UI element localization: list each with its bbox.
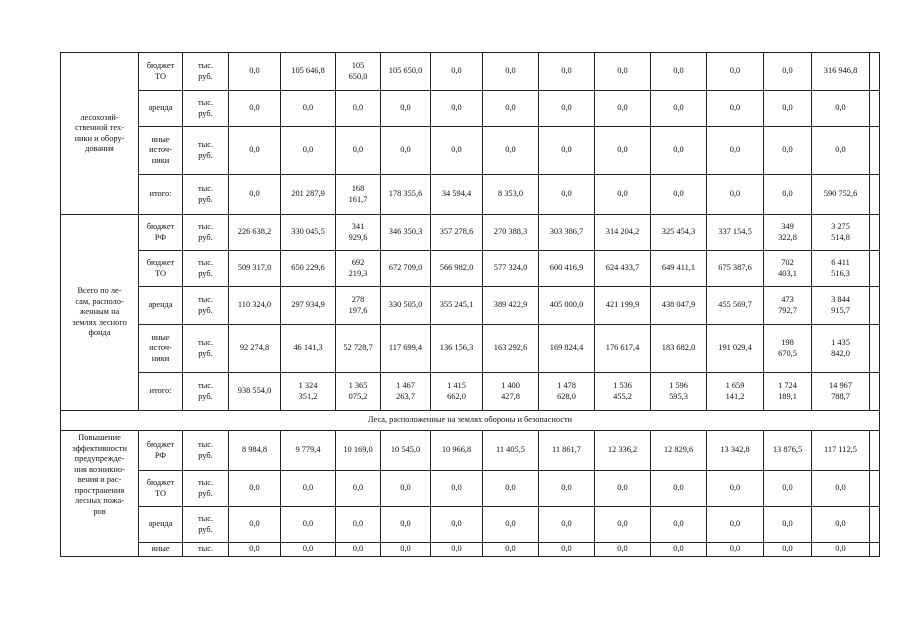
value-cell: 0,0 xyxy=(381,507,431,543)
value-cell: 297 934,9 xyxy=(281,287,336,325)
value-cell: 0,0 xyxy=(539,507,595,543)
value-cell: 0,0 xyxy=(483,471,539,507)
row-group-label: Повышение эффективности предупрежде- ния возникно- вения и рас- пространения лесных пожа- ров xyxy=(61,431,139,557)
table-row xyxy=(61,251,880,287)
value-cell: 0,0 xyxy=(707,53,764,91)
table-edge xyxy=(870,507,880,543)
value-cell: 270 388,3 xyxy=(483,215,539,251)
value-cell: 0,0 xyxy=(764,127,812,175)
unit-cell: тыс. руб. xyxy=(183,287,229,325)
value-cell: 0,0 xyxy=(431,543,483,557)
funding-source: бюджет ТО xyxy=(139,471,183,507)
value-cell: 0,0 xyxy=(812,91,870,127)
value-cell: 0,0 xyxy=(812,543,870,557)
value-cell: 0,0 xyxy=(595,127,651,175)
value-cell: 13 876,5 xyxy=(764,431,812,471)
table-edge xyxy=(870,53,880,91)
value-cell: 0,0 xyxy=(336,507,381,543)
value-cell: 0,0 xyxy=(229,507,281,543)
value-cell: 0,0 xyxy=(595,91,651,127)
table-edge xyxy=(870,127,880,175)
value-cell: 337 154,5 xyxy=(707,215,764,251)
value-cell: 1 536 455,2 xyxy=(595,373,651,411)
table-row xyxy=(61,543,880,557)
value-cell: 1 324 351,2 xyxy=(281,373,336,411)
value-cell: 0,0 xyxy=(539,53,595,91)
value-cell: 0,0 xyxy=(281,543,336,557)
value-cell: 473 792,7 xyxy=(764,287,812,325)
value-cell: 0,0 xyxy=(539,175,595,215)
row-group-label: Всего по ле- сам, располо- женным на землях лесного фонда xyxy=(61,215,139,411)
funding-source: иные источ- ники xyxy=(139,325,183,373)
value-cell: 3 275 514,8 xyxy=(812,215,870,251)
table-edge xyxy=(870,175,880,215)
value-cell: 0,0 xyxy=(812,507,870,543)
value-cell: 0,0 xyxy=(431,471,483,507)
value-cell: 0,0 xyxy=(229,53,281,91)
unit-cell: тыс. руб. xyxy=(183,325,229,373)
value-cell: 330 045,5 xyxy=(281,215,336,251)
value-cell: 0,0 xyxy=(281,127,336,175)
value-cell: 692 219,3 xyxy=(336,251,381,287)
value-cell: 12 829,6 xyxy=(651,431,707,471)
table-edge xyxy=(870,287,880,325)
value-cell: 178 355,6 xyxy=(381,175,431,215)
unit-cell: тыс. руб. xyxy=(183,507,229,543)
value-cell: 0,0 xyxy=(764,507,812,543)
value-cell: 0,0 xyxy=(651,471,707,507)
value-cell: 11 861,7 xyxy=(539,431,595,471)
value-cell: 0,0 xyxy=(381,543,431,557)
value-cell: 649 411,1 xyxy=(651,251,707,287)
table-row xyxy=(61,471,880,507)
value-cell: 46 141,3 xyxy=(281,325,336,373)
value-cell: 14 967 788,7 xyxy=(812,373,870,411)
table-row xyxy=(61,53,880,91)
value-cell: 12 336,2 xyxy=(595,431,651,471)
value-cell: 0,0 xyxy=(812,127,870,175)
unit-cell: тыс. руб. xyxy=(183,127,229,175)
section-title: Леса, расположенные на землях обороны и безопасности xyxy=(61,411,880,431)
value-cell: 0,0 xyxy=(281,91,336,127)
value-cell: 0,0 xyxy=(539,127,595,175)
value-cell: 10 966,8 xyxy=(431,431,483,471)
value-cell: 0,0 xyxy=(483,543,539,557)
funding-source: бюджет ТО xyxy=(139,251,183,287)
value-cell: 0,0 xyxy=(483,53,539,91)
value-cell: 455 569,7 xyxy=(707,287,764,325)
value-cell: 11 405,5 xyxy=(483,431,539,471)
value-cell: 330 505,0 xyxy=(381,287,431,325)
unit-cell: тыс. руб. xyxy=(183,91,229,127)
funding-source: аренда xyxy=(139,287,183,325)
value-cell: 0,0 xyxy=(539,91,595,127)
value-cell: 0,0 xyxy=(707,543,764,557)
value-cell: 438 047,9 xyxy=(651,287,707,325)
value-cell: 0,0 xyxy=(483,507,539,543)
value-cell: 0,0 xyxy=(381,91,431,127)
value-cell: 0,0 xyxy=(539,543,595,557)
value-cell: 0,0 xyxy=(336,471,381,507)
value-cell: 3 844 915,7 xyxy=(812,287,870,325)
value-cell: 0,0 xyxy=(281,471,336,507)
value-cell: 0,0 xyxy=(707,91,764,127)
unit-cell: тыс. руб. xyxy=(183,373,229,411)
value-cell: 0,0 xyxy=(431,507,483,543)
table-row xyxy=(61,431,880,471)
funding-source: итого: xyxy=(139,175,183,215)
funding-source: бюджет РФ xyxy=(139,215,183,251)
value-cell: 0,0 xyxy=(707,471,764,507)
value-cell: 566 982,0 xyxy=(431,251,483,287)
table-row xyxy=(61,507,880,543)
value-cell: 0,0 xyxy=(229,91,281,127)
value-cell: 0,0 xyxy=(651,507,707,543)
table-edge xyxy=(870,373,880,411)
table-edge xyxy=(870,91,880,127)
value-cell: 6 411 516,3 xyxy=(812,251,870,287)
value-cell: 0,0 xyxy=(595,507,651,543)
value-cell: 117 699,4 xyxy=(381,325,431,373)
value-cell: 8 353,0 xyxy=(483,175,539,215)
value-cell: 10 545,0 xyxy=(381,431,431,471)
value-cell: 0,0 xyxy=(651,543,707,557)
value-cell: 421 199,9 xyxy=(595,287,651,325)
value-cell: 226 638,2 xyxy=(229,215,281,251)
value-cell: 136 156,3 xyxy=(431,325,483,373)
value-cell: 168 161,7 xyxy=(336,175,381,215)
value-cell: 163 292,6 xyxy=(483,325,539,373)
section-row xyxy=(61,411,880,431)
value-cell: 0,0 xyxy=(229,127,281,175)
value-cell: 183 682,0 xyxy=(651,325,707,373)
value-cell: 0,0 xyxy=(595,175,651,215)
value-cell: 169 824,4 xyxy=(539,325,595,373)
value-cell: 0,0 xyxy=(281,507,336,543)
value-cell: 675 387,6 xyxy=(707,251,764,287)
value-cell: 117 112,5 xyxy=(812,431,870,471)
unit-cell: тыс. руб. xyxy=(183,431,229,471)
value-cell: 0,0 xyxy=(595,471,651,507)
financing-table xyxy=(60,52,880,557)
value-cell: 349 322,8 xyxy=(764,215,812,251)
table-row xyxy=(61,91,880,127)
value-cell: 0,0 xyxy=(336,91,381,127)
value-cell: 341 929,6 xyxy=(336,215,381,251)
value-cell: 0,0 xyxy=(595,53,651,91)
table-edge xyxy=(870,325,880,373)
table-edge xyxy=(870,543,880,557)
value-cell: 0,0 xyxy=(764,471,812,507)
value-cell: 1 365 075,2 xyxy=(336,373,381,411)
value-cell: 346 350,3 xyxy=(381,215,431,251)
value-cell: 0,0 xyxy=(764,175,812,215)
value-cell: 0,0 xyxy=(707,507,764,543)
value-cell: 600 416,9 xyxy=(539,251,595,287)
unit-cell: тыс. руб. xyxy=(183,215,229,251)
value-cell: 0,0 xyxy=(764,91,812,127)
value-cell: 405 000,0 xyxy=(539,287,595,325)
unit-cell: тыс. руб. xyxy=(183,53,229,91)
funding-source: бюджет РФ xyxy=(139,431,183,471)
value-cell: 0,0 xyxy=(483,127,539,175)
value-cell: 0,0 xyxy=(651,91,707,127)
value-cell: 0,0 xyxy=(229,175,281,215)
value-cell: 672 709,0 xyxy=(381,251,431,287)
value-cell: 389 422,9 xyxy=(483,287,539,325)
value-cell: 1 415 662,0 xyxy=(431,373,483,411)
value-cell: 0,0 xyxy=(595,543,651,557)
value-cell: 9 779,4 xyxy=(281,431,336,471)
value-cell: 176 617,4 xyxy=(595,325,651,373)
value-cell: 198 670,5 xyxy=(764,325,812,373)
funding-source: аренда xyxy=(139,507,183,543)
table-edge xyxy=(870,431,880,471)
value-cell: 0,0 xyxy=(707,175,764,215)
value-cell: 0,0 xyxy=(431,91,483,127)
value-cell: 1 478 628,0 xyxy=(539,373,595,411)
value-cell: 1 659 141,2 xyxy=(707,373,764,411)
value-cell: 0,0 xyxy=(381,471,431,507)
value-cell: 0,0 xyxy=(651,53,707,91)
value-cell: 577 324,0 xyxy=(483,251,539,287)
table-edge xyxy=(870,251,880,287)
value-cell: 0,0 xyxy=(651,175,707,215)
value-cell: 13 342,8 xyxy=(707,431,764,471)
table-row xyxy=(61,287,880,325)
value-cell: 0,0 xyxy=(812,471,870,507)
value-cell: 0,0 xyxy=(381,127,431,175)
value-cell: 357 278,6 xyxy=(431,215,483,251)
table-row xyxy=(61,127,880,175)
value-cell: 0,0 xyxy=(336,543,381,557)
value-cell: 325 454,3 xyxy=(651,215,707,251)
value-cell: 0,0 xyxy=(707,127,764,175)
value-cell: 0,0 xyxy=(229,543,281,557)
value-cell: 1 724 189,1 xyxy=(764,373,812,411)
value-cell: 0,0 xyxy=(431,53,483,91)
value-cell: 52 728,7 xyxy=(336,325,381,373)
value-cell: 110 324,0 xyxy=(229,287,281,325)
value-cell: 1 435 842,0 xyxy=(812,325,870,373)
value-cell: 10 169,0 xyxy=(336,431,381,471)
value-cell: 0,0 xyxy=(229,471,281,507)
value-cell: 624 433,7 xyxy=(595,251,651,287)
value-cell: 105 650,0 xyxy=(381,53,431,91)
value-cell: 1 596 595,3 xyxy=(651,373,707,411)
value-cell: 0,0 xyxy=(764,543,812,557)
value-cell: 0,0 xyxy=(431,127,483,175)
value-cell: 0,0 xyxy=(539,471,595,507)
row-group-label: лесохозяй- ственной тех- ники и обору- дования xyxy=(61,53,139,215)
table-row xyxy=(61,373,880,411)
table-edge xyxy=(870,471,880,507)
value-cell: 105 650,0 xyxy=(336,53,381,91)
value-cell: 702 403,1 xyxy=(764,251,812,287)
unit-cell: тыс. xyxy=(183,543,229,557)
table-edge xyxy=(870,215,880,251)
funding-source: иные xyxy=(139,543,183,557)
value-cell: 105 646,8 xyxy=(281,53,336,91)
value-cell: 0,0 xyxy=(651,127,707,175)
table-row xyxy=(61,325,880,373)
value-cell: 278 197,6 xyxy=(336,287,381,325)
value-cell: 509 317,0 xyxy=(229,251,281,287)
value-cell: 590 752,6 xyxy=(812,175,870,215)
funding-source: аренда xyxy=(139,91,183,127)
value-cell: 201 287,9 xyxy=(281,175,336,215)
funding-source: иные источ- ники xyxy=(139,127,183,175)
value-cell: 0,0 xyxy=(336,127,381,175)
value-cell: 650 229,6 xyxy=(281,251,336,287)
value-cell: 355 245,1 xyxy=(431,287,483,325)
value-cell: 0,0 xyxy=(483,91,539,127)
unit-cell: тыс. руб. xyxy=(183,175,229,215)
funding-source: бюджет ТО xyxy=(139,53,183,91)
value-cell: 938 554,0 xyxy=(229,373,281,411)
unit-cell: тыс. руб. xyxy=(183,471,229,507)
funding-source: итого: xyxy=(139,373,183,411)
value-cell: 316 946,8 xyxy=(812,53,870,91)
value-cell: 1 467 263,7 xyxy=(381,373,431,411)
table-row xyxy=(61,215,880,251)
value-cell: 1 400 427,8 xyxy=(483,373,539,411)
value-cell: 303 386,7 xyxy=(539,215,595,251)
value-cell: 314 204,2 xyxy=(595,215,651,251)
unit-cell: тыс. руб. xyxy=(183,251,229,287)
value-cell: 34 594,4 xyxy=(431,175,483,215)
value-cell: 191 029,4 xyxy=(707,325,764,373)
value-cell: 8 984,8 xyxy=(229,431,281,471)
table-row xyxy=(61,175,880,215)
value-cell: 92 274,8 xyxy=(229,325,281,373)
value-cell: 0,0 xyxy=(764,53,812,91)
